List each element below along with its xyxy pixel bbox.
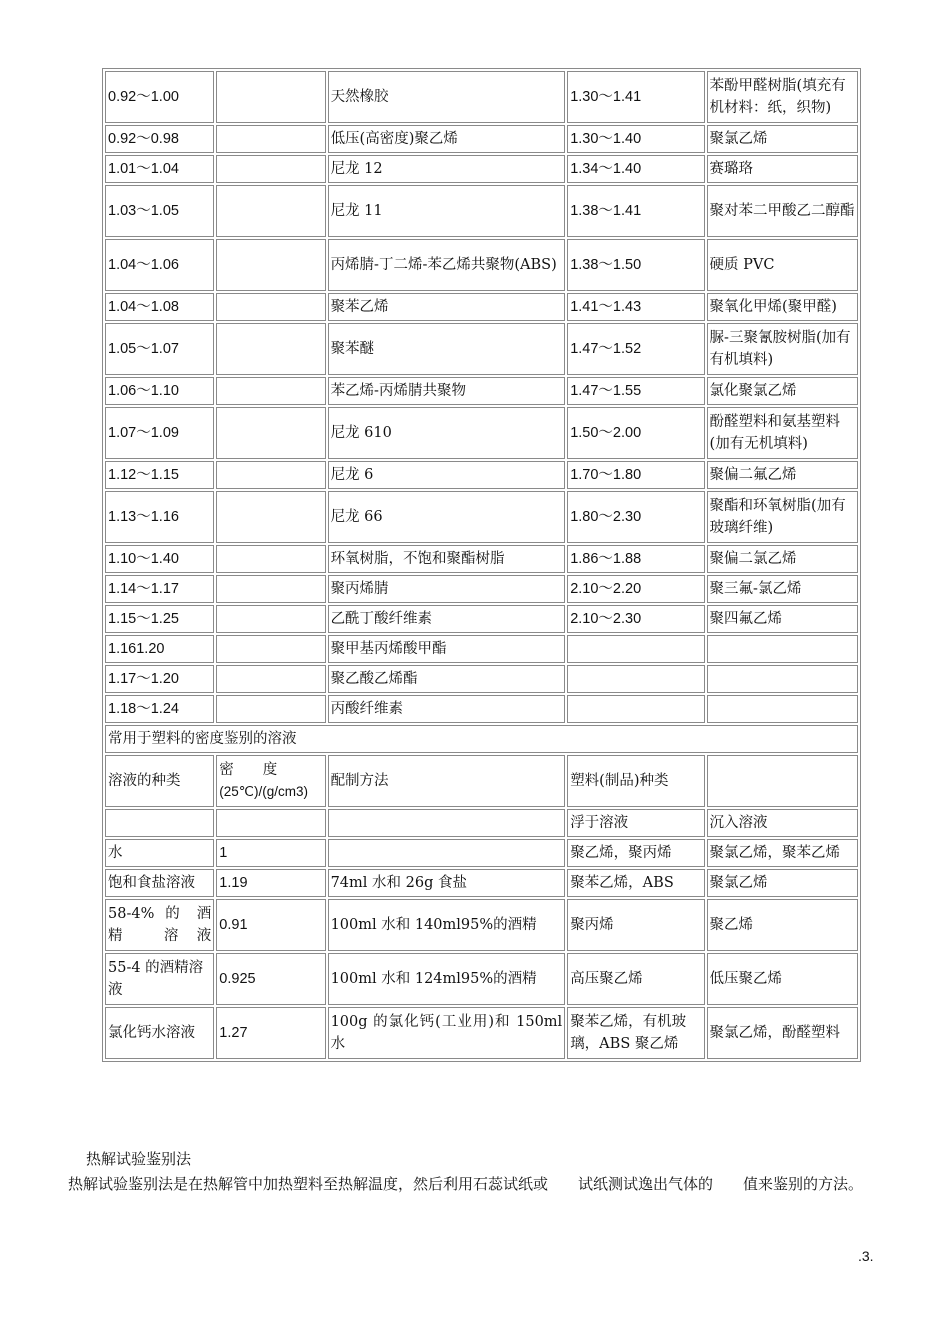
table-cell	[216, 125, 325, 153]
table-cell: 1	[216, 839, 325, 867]
table-cell: 低压聚乙烯	[707, 953, 858, 1005]
table-row	[105, 125, 858, 153]
table-cell	[216, 71, 325, 123]
table-cell: 1.14～1.17	[105, 575, 214, 603]
table-cell: 1.18～1.24	[105, 695, 214, 723]
table-cell	[216, 695, 325, 723]
table-row	[105, 185, 858, 237]
table-cell	[216, 665, 325, 693]
table-cell: 硬质 PVC	[707, 239, 858, 291]
table-row	[105, 545, 858, 573]
table-cell	[567, 635, 704, 663]
header-sink: 沉入溶液	[707, 809, 858, 837]
table-cell: 聚氯乙烯，酚醛塑料	[707, 1007, 858, 1059]
table-cell	[216, 605, 325, 633]
table-cell: 1.47～1.52	[567, 323, 704, 375]
table-cell	[216, 293, 325, 321]
solution-row	[105, 1007, 858, 1059]
table-cell	[105, 809, 214, 837]
table-cell: 聚甲基丙烯酸甲酯	[328, 635, 566, 663]
solution-row	[105, 953, 858, 1005]
table-cell: 1.38～1.41	[567, 185, 704, 237]
table-cell: 聚乙烯	[707, 899, 858, 951]
density-table	[102, 68, 861, 1062]
solution-row	[105, 899, 858, 951]
table-cell: 1.47～1.55	[567, 377, 704, 405]
table-row	[105, 155, 858, 183]
table-cell: 聚氯乙烯，聚苯乙烯	[707, 839, 858, 867]
table-row	[105, 239, 858, 291]
table-cell: 天然橡胶	[328, 71, 566, 123]
table-cell: 1.30～1.41	[567, 71, 704, 123]
table-cell: 1.80～2.30	[567, 491, 704, 543]
table-cell: 2.10～2.30	[567, 605, 704, 633]
table-cell: 丙烯腈-丁二烯-苯乙烯共聚物(ABS)	[328, 239, 566, 291]
table-cell: 1.04～1.06	[105, 239, 214, 291]
table-cell	[328, 839, 566, 867]
table-cell	[707, 635, 858, 663]
header-plastic-type: 塑料(制品)种类	[567, 755, 704, 807]
table-cell: 尼龙 11	[328, 185, 566, 237]
table-cell	[328, 809, 566, 837]
header-method: 配制方法	[328, 755, 566, 807]
table-cell	[216, 545, 325, 573]
table-row	[105, 575, 858, 603]
table-cell: 1.04～1.08	[105, 293, 214, 321]
table-cell: 1.161.20	[105, 635, 214, 663]
table-cell: 2.10～2.20	[567, 575, 704, 603]
table-cell: 聚苯乙烯	[328, 293, 566, 321]
table-cell: 0.91	[216, 899, 325, 951]
table-cell	[567, 665, 704, 693]
solution-subheader-row	[105, 809, 858, 837]
section-heading: 热解试验鉴别法	[86, 1150, 192, 1168]
table-row	[105, 695, 858, 723]
table-row	[105, 491, 858, 543]
table-cell: 脲-三聚氰胺树脂(加有有机填料)	[707, 323, 858, 375]
table-cell	[216, 461, 325, 489]
table-cell: 1.06～1.10	[105, 377, 214, 405]
table-cell: 赛璐珞	[707, 155, 858, 183]
table-cell: 1.30～1.40	[567, 125, 704, 153]
table-cell: 1.01～1.04	[105, 155, 214, 183]
table-cell: 聚偏二氟乙烯	[707, 461, 858, 489]
table-cell: 58-4% 的 酒 精 溶液	[105, 899, 214, 951]
table-cell: 低压(高密度)聚乙烯	[328, 125, 566, 153]
table-cell: 1.34～1.40	[567, 155, 704, 183]
table-cell: 聚苯乙烯，ABS	[567, 869, 704, 897]
table-cell: 0.92～1.00	[105, 71, 214, 123]
table-cell	[567, 695, 704, 723]
table-cell: 尼龙 6	[328, 461, 566, 489]
table-cell: 聚乙酸乙烯酯	[328, 665, 566, 693]
density-table-body	[105, 71, 858, 1059]
table-cell: 聚氧化甲烯(聚甲醛)	[707, 293, 858, 321]
solution-row	[105, 839, 858, 867]
table-cell: 1.27	[216, 1007, 325, 1059]
header-density	[216, 755, 325, 807]
table-cell	[216, 323, 325, 375]
table-cell: 1.17～1.20	[105, 665, 214, 693]
table-cell: 1.19	[216, 869, 325, 897]
table-cell	[216, 635, 325, 663]
table-cell: 1.15～1.25	[105, 605, 214, 633]
header-float: 浮于溶液	[567, 809, 704, 837]
table-row	[105, 461, 858, 489]
header-density-label: 密 度	[219, 762, 278, 778]
table-cell: 聚三氟-氯乙烯	[707, 575, 858, 603]
table-cell: 55-4 的酒精溶液	[105, 953, 214, 1005]
solution-section-title-row	[105, 725, 858, 753]
table-cell: 氯化聚氯乙烯	[707, 377, 858, 405]
table-cell: 环氧树脂，不饱和聚酯树脂	[328, 545, 566, 573]
table-cell: 100g 的氯化钙(工业用)和 150ml 水	[328, 1007, 566, 1059]
table-cell	[216, 377, 325, 405]
table-cell: 聚氯乙烯	[707, 125, 858, 153]
body-paragraph: 热解试验鉴别法是在热解管中加热塑料至热解温度，然后利用石蕊试纸或 试纸测试逸出气体的 值来鉴别的方法。	[68, 1175, 864, 1193]
table-cell: 尼龙 12	[328, 155, 566, 183]
table-cell: 乙酰丁酸纤维素	[328, 605, 566, 633]
table-cell: 100ml 水和 140ml95%的酒精	[328, 899, 566, 951]
header-solution-type: 溶液的种类	[105, 755, 214, 807]
table-cell: 水	[105, 839, 214, 867]
table-cell: 1.41～1.43	[567, 293, 704, 321]
table-cell: 聚偏二氯乙烯	[707, 545, 858, 573]
table-cell: 酚醛塑料和氨基塑料(加有无机填料)	[707, 407, 858, 459]
table-cell	[216, 491, 325, 543]
table-cell	[216, 407, 325, 459]
table-cell: 1.07～1.09	[105, 407, 214, 459]
table-cell: 1.50～2.00	[567, 407, 704, 459]
table-cell	[707, 665, 858, 693]
table-cell	[707, 755, 858, 807]
table-cell: 1.10～1.40	[105, 545, 214, 573]
header-density-unit: (25℃)/(g/cm3)	[219, 784, 308, 799]
table-cell: 1.05～1.07	[105, 323, 214, 375]
table-cell: 1.86～1.88	[567, 545, 704, 573]
table-cell: 1.13～1.16	[105, 491, 214, 543]
table-cell: 苯乙烯-丙烯腈共聚物	[328, 377, 566, 405]
table-row	[105, 665, 858, 693]
solution-row	[105, 869, 858, 897]
table-cell: 聚酯和环氧树脂(加有玻璃纤维)	[707, 491, 858, 543]
table-cell: 74ml 水和 26g 食盐	[328, 869, 566, 897]
table-cell: 聚苯醚	[328, 323, 566, 375]
table-cell: 苯酚甲醛树脂(填充有机材料：纸，织物)	[707, 71, 858, 123]
table-row	[105, 377, 858, 405]
table-row	[105, 323, 858, 375]
table-cell: 聚氯乙烯	[707, 869, 858, 897]
table-cell: 0.92～0.98	[105, 125, 214, 153]
solution-header-row	[105, 755, 858, 807]
table-cell	[707, 695, 858, 723]
table-cell: 聚对苯二甲酸乙二醇酯	[707, 185, 858, 237]
table-cell: 1.38～1.50	[567, 239, 704, 291]
table-row	[105, 293, 858, 321]
table-cell: 饱和食盐溶液	[105, 869, 214, 897]
table-cell: 聚四氟乙烯	[707, 605, 858, 633]
table-cell	[216, 155, 325, 183]
table-cell: 1.03～1.05	[105, 185, 214, 237]
table-cell: 尼龙 66	[328, 491, 566, 543]
table-row	[105, 605, 858, 633]
table-cell: 1.12～1.15	[105, 461, 214, 489]
solution-section-title: 常用于塑料的密度鉴别的溶液	[105, 725, 858, 753]
table-row	[105, 71, 858, 123]
table-row	[105, 635, 858, 663]
table-cell: 1.70～1.80	[567, 461, 704, 489]
table-cell	[216, 575, 325, 603]
table-cell: 聚丙烯	[567, 899, 704, 951]
table-cell: 高压聚乙烯	[567, 953, 704, 1005]
table-cell: 丙酸纤维素	[328, 695, 566, 723]
page-number: .3.	[858, 1248, 874, 1264]
table-cell: 聚乙烯，聚丙烯	[567, 839, 704, 867]
table-cell: 氯化钙水溶液	[105, 1007, 214, 1059]
table-cell: 聚丙烯腈	[328, 575, 566, 603]
table-cell: 0.925	[216, 953, 325, 1005]
table-row	[105, 407, 858, 459]
table-cell: 100ml 水和 124ml95%的酒精	[328, 953, 566, 1005]
table-cell	[216, 185, 325, 237]
table-cell	[216, 809, 325, 837]
table-cell	[216, 239, 325, 291]
table-cell: 聚苯乙烯，有机玻璃，ABS 聚乙烯	[567, 1007, 704, 1059]
table-cell: 尼龙 610	[328, 407, 566, 459]
